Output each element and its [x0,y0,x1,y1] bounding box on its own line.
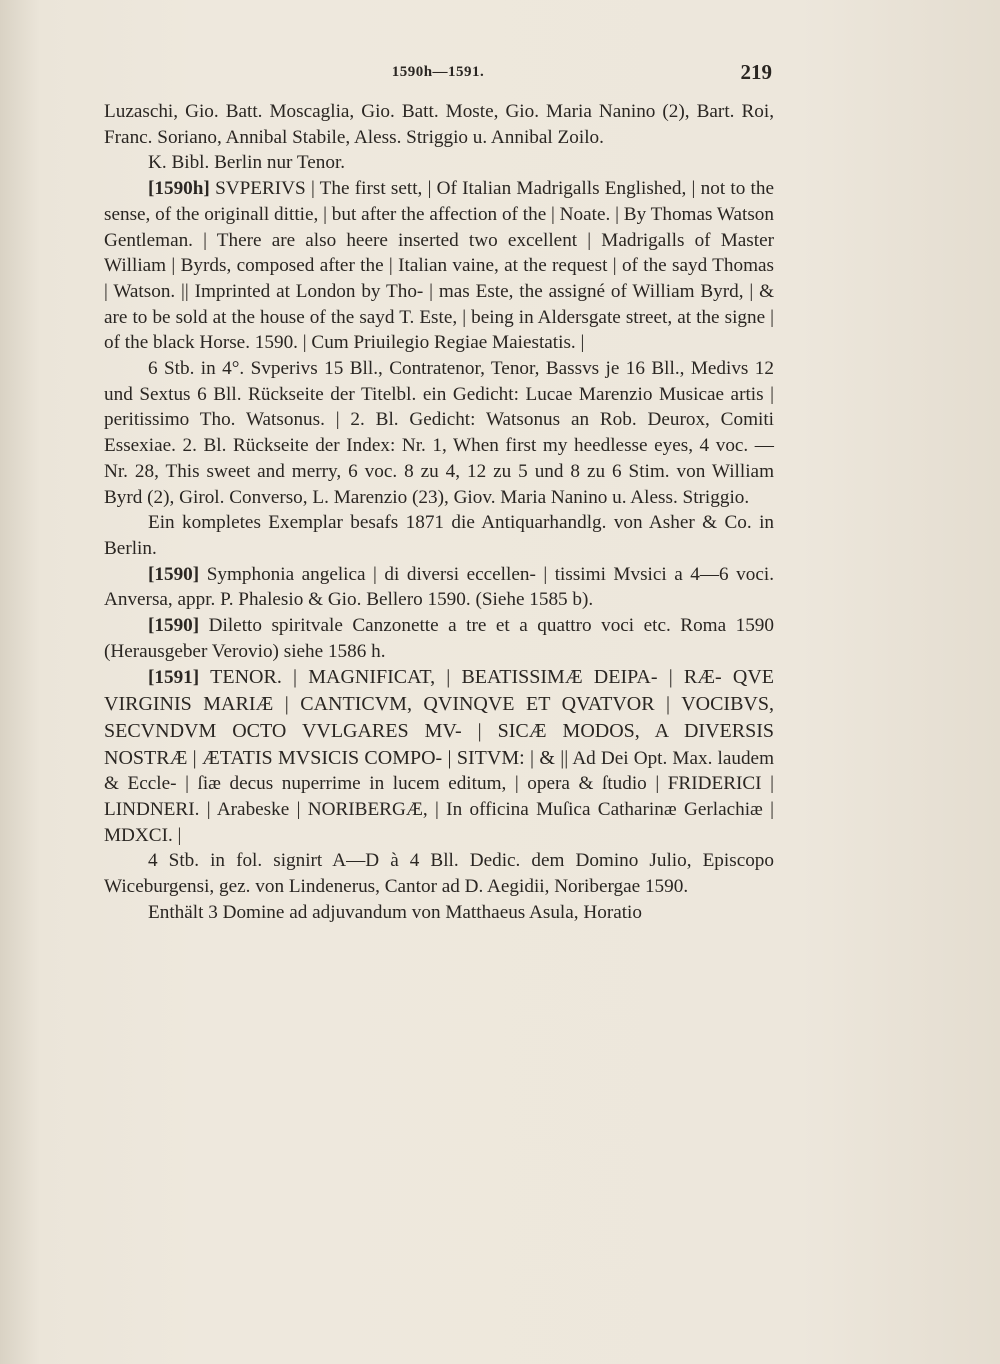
entry-key: [1590] [148,615,200,637]
paragraph-parts: 4 Stb. in fol. signirt A—D à 4 Bll. Dedic. dem Domino Julio, Episcopo Wiceburgensi, gez. von Lindenerus, Cantor ad D. Aegidii, Noribergae 1590. [104,850,774,898]
entry-title-caps: TENOR. | MAGNIFICAT, | BEATISSIMÆ DEIPA- | RÆ- QVE VIRGINIS MARIÆ | CANTICVM, QVINQVE ET QVATVOR | VOCIBVS, SECVNDVM OCTO VVLGARES MV- | SICÆ MODOS, A DIVERSIS NOSTRÆ | ÆTATIS MVSICIS COMPO- | SITVM: | & || [104,666,774,769]
entry-text: Diletto spiritvale Canzonette a tre et a quattro voci etc. Roma 1590 (Herausgeber Verovio) siehe 1586 h. [104,615,774,662]
entry-text: SVPERIVS | The first sett, | Of Italian Madrigalls Englished, | not to the sense, of the originall dittie, | but after the affection of the | Noate. | By Thomas Watson Gentleman. | There are also heere inserted two excellent | Madrigalls of Master William | Byrds, composed after the | Italian vaine, at the request | of the sayd Thomas | Watson. || Imprinted at London by Tho- | mas Este, the assigné of William Byrd, | & are to be sold at the house of the sayd T. Este, | being in Aldersgate street, at the signe | of the black Horse. 1590. | Cum Priuilegio Regiae Maiestatis. | [104,178,774,354]
entry-1590h [104,176,774,356]
page-header [104,60,772,86]
paragraph-description: 6 Stb. in 4°. Svperivs 15 Bll., Contratenor, Tenor, Bassvs je 16 Bll., Medivs 12 und Sextus 6 Bll. Rückseite der Titelbl. ein Gedicht: Lucae Marenzio Musicae artis | peritissimo Tho. Watsonus. | 2. Bl. Gedicht: Watsonus an Rob. Deurox, Comiti Essexiae. 2. Bl. Rückseite der Index: Nr. 1, When first my heedlesse eyes, 4 voc. — Nr. 28, This sweet and merry, 6 voc. 8 zu 4, 12 zu 5 und 8 zu 6 Stim. von William Byrd (2), Girol. Converso, L. Marenzio (23), Giov. Maria Nanino u. Aless. Striggio. [104,358,774,508]
entry-key: [1591] [148,667,200,689]
entry-key: [1590h] [148,178,210,200]
running-head: 1590h—1591. [391,64,485,80]
page-body [104,99,774,926]
entry-1591 [104,664,774,848]
paragraph-library: K. Bibl. Berlin nur Tenor. [148,152,346,174]
paragraph-copy-note: Ein kompletes Exemplar besafs 1871 die Antiquarhandlg. von Asher & Co. in Berlin. [104,512,774,559]
entry-1590-diletto [104,613,774,664]
entry-text: Symphonia angelica | di diversi eccellen- | tissimi Mvsici a 4—6 voci. Anversa, appr. P. Phalesio & Gio. Bellero 1590. (Siehe 1585 b). [104,563,775,611]
paragraph-contents: Enthält 3 Domine ad adjuvandum von Matthaeus Asula, Horatio [148,901,642,923]
entry-text: Ad Dei Opt. Max. laudem & Eccle- | ſiæ decus nuperrime in lucem editum, | opera & ſtudio | FRIDERICI | LINDNERI. | Arabeske | NORIBERGÆ, | In officina Muſica Catharinæ Gerlachiæ | MDXCI. | [104,747,774,846]
entry-1590-symphonia [104,562,774,613]
paragraph-contributors: Luzaschi, Gio. Batt. Moscaglia, Gio. Batt. Moste, Gio. Maria Nanino (2), Bart. Roi, Franc. Soriano, Annibal Stabile, Aless. Striggio u. Annibal Zoilo. [104,101,774,148]
page-number: 219 [740,60,772,84]
entry-key: [1590] [148,563,200,585]
